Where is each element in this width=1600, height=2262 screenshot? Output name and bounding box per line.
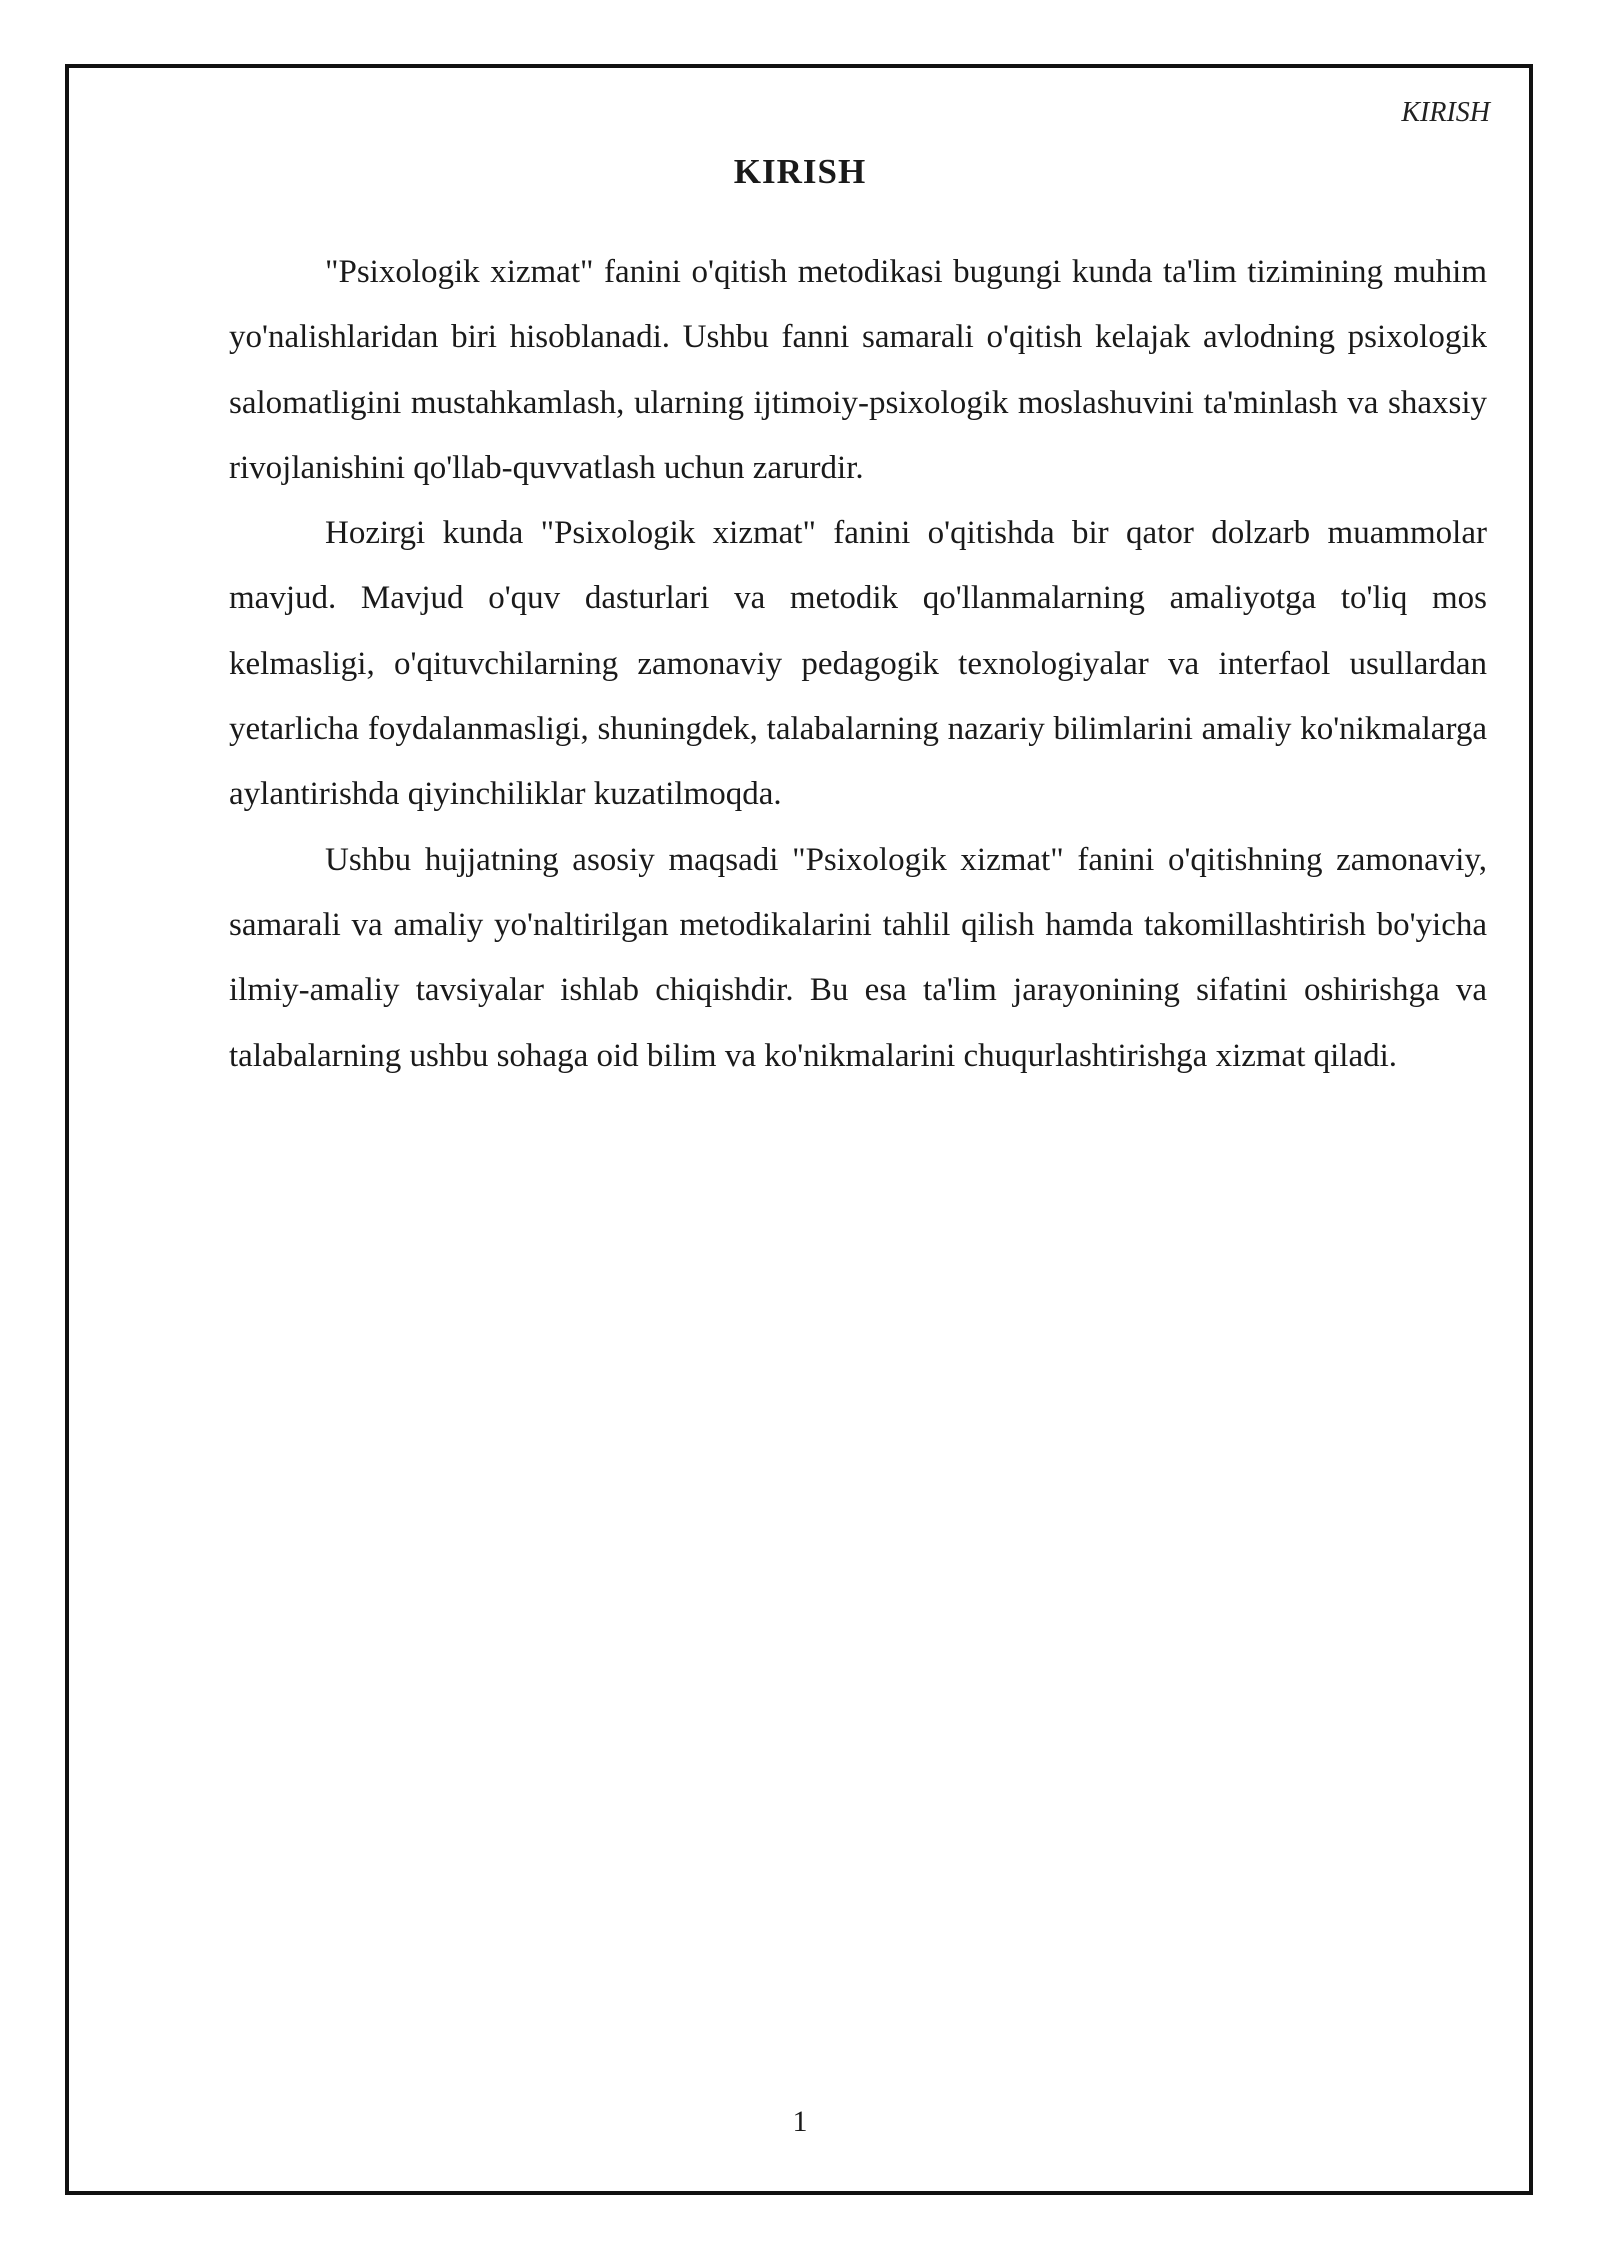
running-header: KIRISH bbox=[1401, 97, 1490, 128]
document-body bbox=[229, 240, 1487, 1089]
paragraph-2: Hozirgi kunda "Psixologik xizmat" fanini o'qitishda bir qator dolzarb muammolar mavjud. Mavjud o'quv dasturlari va metodik qo'llanmalarning amaliyotga to'liq mos kelmasligi, o'qituvchilarning zamonaviy pedagogik texnologiyalar va interfaol usullardan yetarlicha foydalanmasligi, shuningdek, talabalarning nazariy bilimlarini amaliy ko'nikmalarga aylantirishda qiyinchiliklar kuzatilmoqda. bbox=[229, 515, 1487, 813]
paragraph-1: "Psixologik xizmat" fanini o'qitish metodikasi bugungi kunda ta'lim tizimining muhim yo'nalishlaridan biri hisoblanadi. Ushbu fanni samarali o'qitish kelajak avlodning psixologik salomatligini mustahkamlash, ularning ijtimoiy-psixologik moslashuvini ta'minlash va shaxsiy rivojlanishini qo'llab-quvvatlash uchun zarurdir. bbox=[229, 254, 1487, 486]
document-title: KIRISH bbox=[733, 152, 867, 191]
paragraph-3: Ushbu hujjatning asosiy maqsadi "Psixologik xizmat" fanini o'qitishning zamonaviy, samarali va amaliy yo'naltirilgan metodikalarini tahlil qilish hamda takomillashtirish bo'yicha ilmiy-amaliy tavsiyalar ishlab chiqishdir. Bu esa ta'lim jarayonining sifatini oshirishga va talabalarning ushbu sohaga oid bilim va ko'nikmalarini chuqurlashtirishga xizmat qiladi. bbox=[229, 841, 1487, 1074]
page-number: 1 bbox=[792, 2105, 808, 2138]
